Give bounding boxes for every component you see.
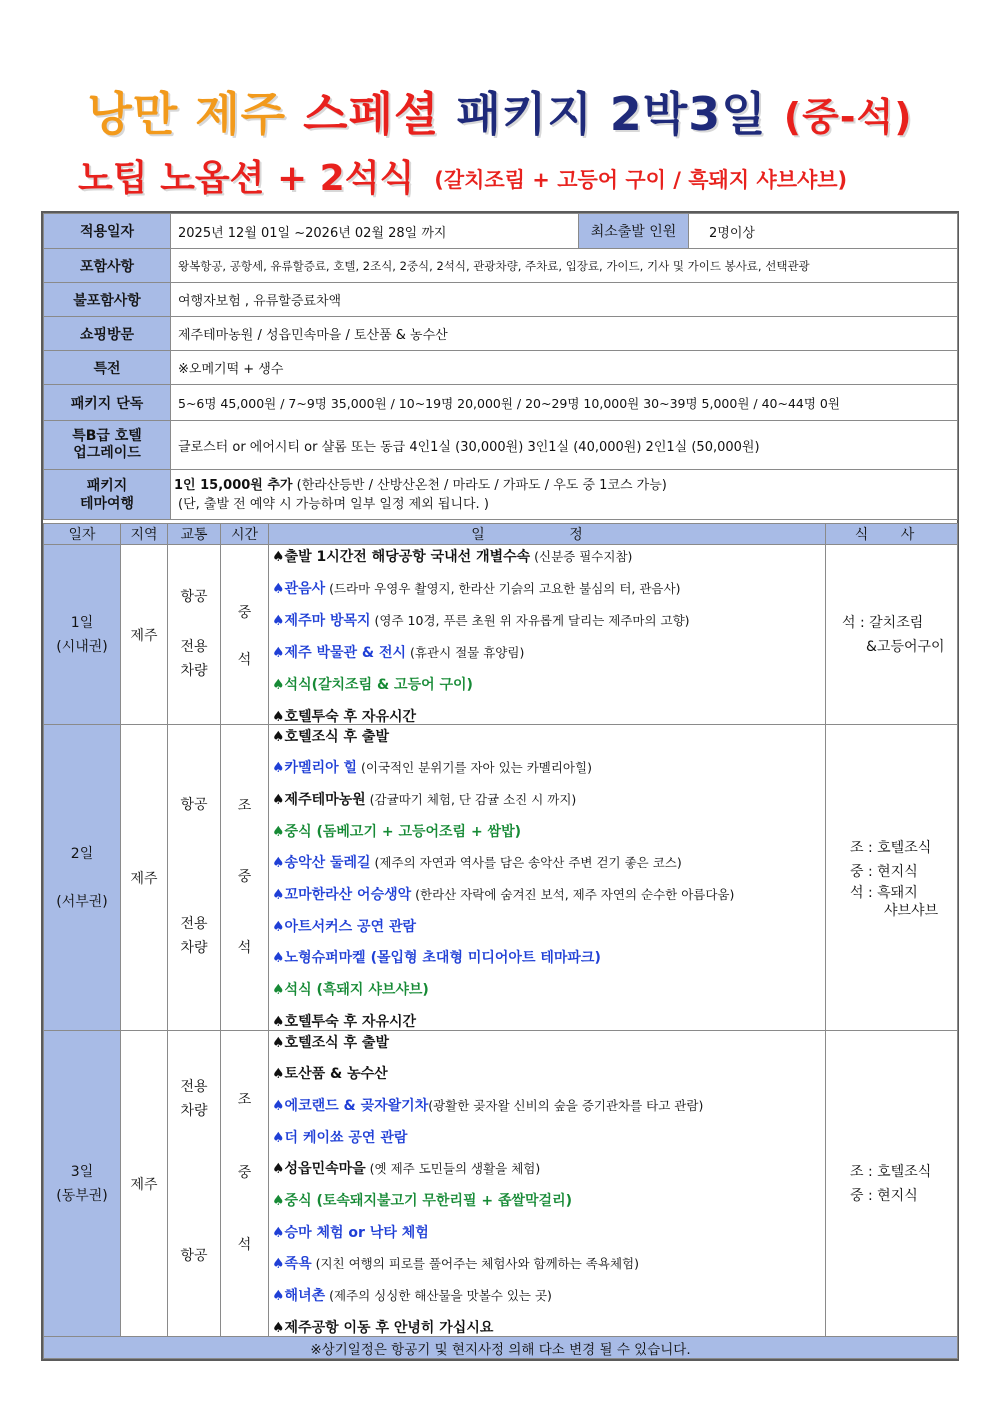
special-label: 특전 <box>44 351 171 385</box>
upgrade-value: 글로스터 or 에어시티 or 샬롬 또는 동급 4인1실 (30,000원) 3인1실 (40,000원) 2인1실 (50,000원) <box>171 421 958 470</box>
day3-time-1: 조 <box>237 1092 252 1108</box>
day2-row <box>44 725 958 1031</box>
day1-transport-1: 항공 <box>180 589 208 605</box>
day2-cell <box>44 725 121 1031</box>
day2-label: 2일 <box>70 845 94 862</box>
day2-item: ♠제주테마농원 (감귤따기 체험, 단 감귤 소진 시 까지) <box>272 792 577 808</box>
day2-item: ♠호텔조식 후 출발 <box>272 729 389 745</box>
day2-transport-3: 차량 <box>180 940 208 956</box>
theme-label <box>44 470 171 520</box>
day1-item: ♠출발 1시간전 해당공항 국내선 개별수속 (신분증 필수지참) <box>272 549 633 565</box>
day1-transport <box>168 545 221 725</box>
day3-item: ♠중식 (토속돼지불고기 무한리필 + 좁쌀막걸리) <box>272 1193 573 1209</box>
theme-price: 1인 15,000원 추가 <box>174 477 293 493</box>
upgrade-label-line1: 특B급 호텔 <box>72 428 142 444</box>
schedule-table <box>43 523 958 1359</box>
day1-meals <box>826 545 958 725</box>
exclude-label: 불포함사항 <box>44 283 171 317</box>
day3-transport <box>168 1031 221 1337</box>
header-day: 일자 <box>44 524 121 545</box>
shopping-label: 쇼핑방문 <box>44 317 171 351</box>
day1-cell <box>44 545 121 725</box>
day3-transport-2: 차량 <box>180 1103 208 1119</box>
title-part3: 패키지 2박3일 <box>456 87 767 141</box>
day1-item: ♠제주마 방목지 (영주 10경, 푸른 초원 위 자유롭게 달리는 제주마의 고향) <box>272 613 690 629</box>
day2-meals <box>826 725 958 1031</box>
theme-label-line1: 패키지 <box>86 477 128 494</box>
day1-transport-2: 전용 <box>180 639 208 655</box>
day1-row <box>44 545 958 725</box>
day3-meal-2: 중 : 현지식 <box>850 1187 918 1204</box>
day2-region: 제주 <box>121 725 168 1031</box>
period-label: 적용일자 <box>44 214 171 249</box>
day3-item: ♠족욕 (지친 여행의 피로를 풀어주는 체험사와 함께하는 족욕체험) <box>272 1256 639 1272</box>
header-itinerary: 일 정 <box>269 524 826 545</box>
header-transport: 교통 <box>168 524 221 545</box>
day2-item: ♠석식 (흑돼지 샤브샤브) <box>272 982 429 998</box>
group-label: 패키지 단독 <box>44 385 171 421</box>
day3-item: ♠승마 체험 or 낙타 체험 <box>272 1225 429 1241</box>
day3-item: ♠제주공항 이동 후 안녕히 가십시요 <box>272 1320 494 1336</box>
exclude-value: 여행자보험 , 유류할증료차액 <box>171 283 958 317</box>
day1-area: (시내권) <box>56 638 108 655</box>
header-time: 시간 <box>221 524 269 545</box>
day1-item: ♠제주 박물관 & 전시 (휴관시 절물 휴양림) <box>272 645 525 661</box>
include-label: 포함사항 <box>44 249 171 283</box>
day3-transport-1: 전용 <box>180 1079 208 1095</box>
upgrade-label <box>44 421 171 470</box>
page-title <box>0 78 1000 144</box>
day3-time <box>221 1031 269 1337</box>
info-table <box>43 213 958 520</box>
day2-transport-2: 전용 <box>180 916 208 932</box>
special-value: ※오메기떡 + 생수 <box>171 351 958 385</box>
day3-itinerary <box>269 1031 826 1337</box>
day2-meal-1: 조 : 호텔조식 <box>850 839 932 856</box>
day1-item: ♠관음사 (드라마 우영우 촬영지, 한라산 기슭의 고요한 불심의 터, 관음사) <box>272 581 681 597</box>
min-people-label: 최소출발 인원 <box>579 214 689 249</box>
day3-area: (동부권) <box>56 1187 108 1204</box>
day2-transport-1: 항공 <box>180 797 208 813</box>
day3-cell <box>44 1031 121 1337</box>
day2-time-2: 중 <box>237 869 252 885</box>
day3-label: 3일 <box>70 1163 94 1180</box>
day2-area: (서부권) <box>56 893 108 910</box>
day2-meal-2: 중 : 현지식 <box>850 863 918 880</box>
day3-meals <box>826 1031 958 1337</box>
subtitle-main: 노팁 노옵션 + 2석식 <box>78 158 415 199</box>
day1-item: ♠호텔투숙 후 자유시간 <box>272 709 417 725</box>
title-part1: 낭만 제주 <box>87 87 287 141</box>
title-part2: 스페셜 <box>303 87 440 141</box>
day3-time-3: 석 <box>237 1237 252 1253</box>
day2-item: ♠노형슈퍼마켙 (몰입형 초대형 미디어아트 테마파크) <box>272 950 601 966</box>
day3-item: ♠호텔조식 후 출발 <box>272 1035 389 1051</box>
theme-label-line2: 테마여행 <box>79 495 135 512</box>
shopping-value: 제주테마농원 / 성읍민속마을 / 토산품 & 농수산 <box>171 317 958 351</box>
day1-meal-2: &고등어구이 <box>866 638 945 655</box>
day2-meal-3: 석 : 흑돼지 <box>850 884 918 901</box>
header-region: 지역 <box>121 524 168 545</box>
day3-item: ♠에코랜드 & 곶자왈기차(광활한 곶자왈 신비의 숲을 증기관차를 타고 관람) <box>272 1098 704 1114</box>
day2-transport <box>168 725 221 1031</box>
min-people-value: 2명이상 <box>689 214 958 249</box>
day1-item: ♠석식(갈치조림 & 고등어 구이) <box>272 677 473 693</box>
theme-courses: (한라산등반 / 산방산온천 / 마라도 / 가파도 / 우도 중 1코스 가능) <box>292 477 667 493</box>
day2-item: ♠아트서커스 공연 관람 <box>272 919 417 935</box>
day2-item: ♠송악산 둘레길 (제주의 자연과 역사를 담은 송악산 주변 걷기 좋은 코스) <box>272 855 682 871</box>
day3-transport-3: 항공 <box>180 1248 208 1264</box>
day3-item: ♠해녀촌 (제주의 싱싱한 해산물을 맛볼수 있는 곳) <box>272 1288 552 1304</box>
day1-region: 제주 <box>121 545 168 725</box>
day3-row <box>44 1031 958 1337</box>
day2-meal-4: 샤브샤브 <box>884 902 939 919</box>
day3-item: ♠성읍민속마을 (옛 제주 도민들의 생활을 체험) <box>272 1161 541 1177</box>
period-value: 2025년 12월 01일 ~2026년 02월 28일 까지 <box>171 214 579 249</box>
group-value: 5~6명 45,000원 / 7~9명 35,000원 / 10~19명 20,000원 / 20~29명 10,000원 30~39명 5,000원 / 40~44명 0원 <box>171 385 958 421</box>
day2-item: ♠중식 (돔베고기 + 고등어조림 + 쌈밥) <box>272 824 521 840</box>
theme-note: (단, 출발 전 예약 시 가능하며 일부 일정 제외 됩니다. ) <box>178 496 489 512</box>
day1-time-1: 중 <box>237 605 252 621</box>
day2-item: ♠꼬마한라산 어승생악 (한라산 자락에 숨겨진 보석, 제주 자연의 순수한 아름다움) <box>272 887 735 903</box>
day2-time-3: 석 <box>237 940 252 956</box>
day3-item: ♠토산품 & 농수산 <box>272 1066 388 1082</box>
day2-itinerary <box>269 725 826 1031</box>
day2-item: ♠호텔투숙 후 자유시간 <box>272 1014 417 1030</box>
title-part4: (중-석) <box>783 95 913 139</box>
subtitle-paren: (갈치조림 + 고등어 구이 / 흑돼지 샤브샤브) <box>434 168 848 192</box>
header-meal: 식 사 <box>826 524 958 545</box>
day1-time <box>221 545 269 725</box>
day1-transport-3: 차량 <box>180 663 208 679</box>
day3-time-2: 중 <box>237 1165 252 1181</box>
upgrade-label-line2: 업그레이드 <box>73 445 141 461</box>
day2-time <box>221 725 269 1031</box>
day3-item: ♠더 케이쑈 공연 관람 <box>272 1130 408 1146</box>
day3-meal-1: 조 : 호텔조식 <box>850 1163 932 1180</box>
include-value: 왕복항공, 공항세, 유류할증료, 호텔, 2조식, 2중식, 2석식, 관광차량, 주차료, 입장료, 가이드, 기사 및 가이드 봉사료, 선택관광 <box>171 249 958 283</box>
day3-region: 제주 <box>121 1031 168 1337</box>
day2-item: ♠카멜리아 힐 (이국적인 분위기를 자아 있는 카멜리아힐) <box>272 760 592 776</box>
footer-note: ※상기일정은 항공기 및 현지사정 의해 다소 변경 될 수 있습니다. <box>44 1337 958 1359</box>
theme-value <box>171 470 958 520</box>
day2-time-1: 조 <box>237 798 252 814</box>
day1-itinerary <box>269 545 826 725</box>
day1-meal-1: 석 : 갈치조림 <box>842 614 924 631</box>
day1-time-2: 석 <box>237 652 252 668</box>
day1-label: 1일 <box>70 614 94 631</box>
page-subtitle <box>78 150 978 201</box>
